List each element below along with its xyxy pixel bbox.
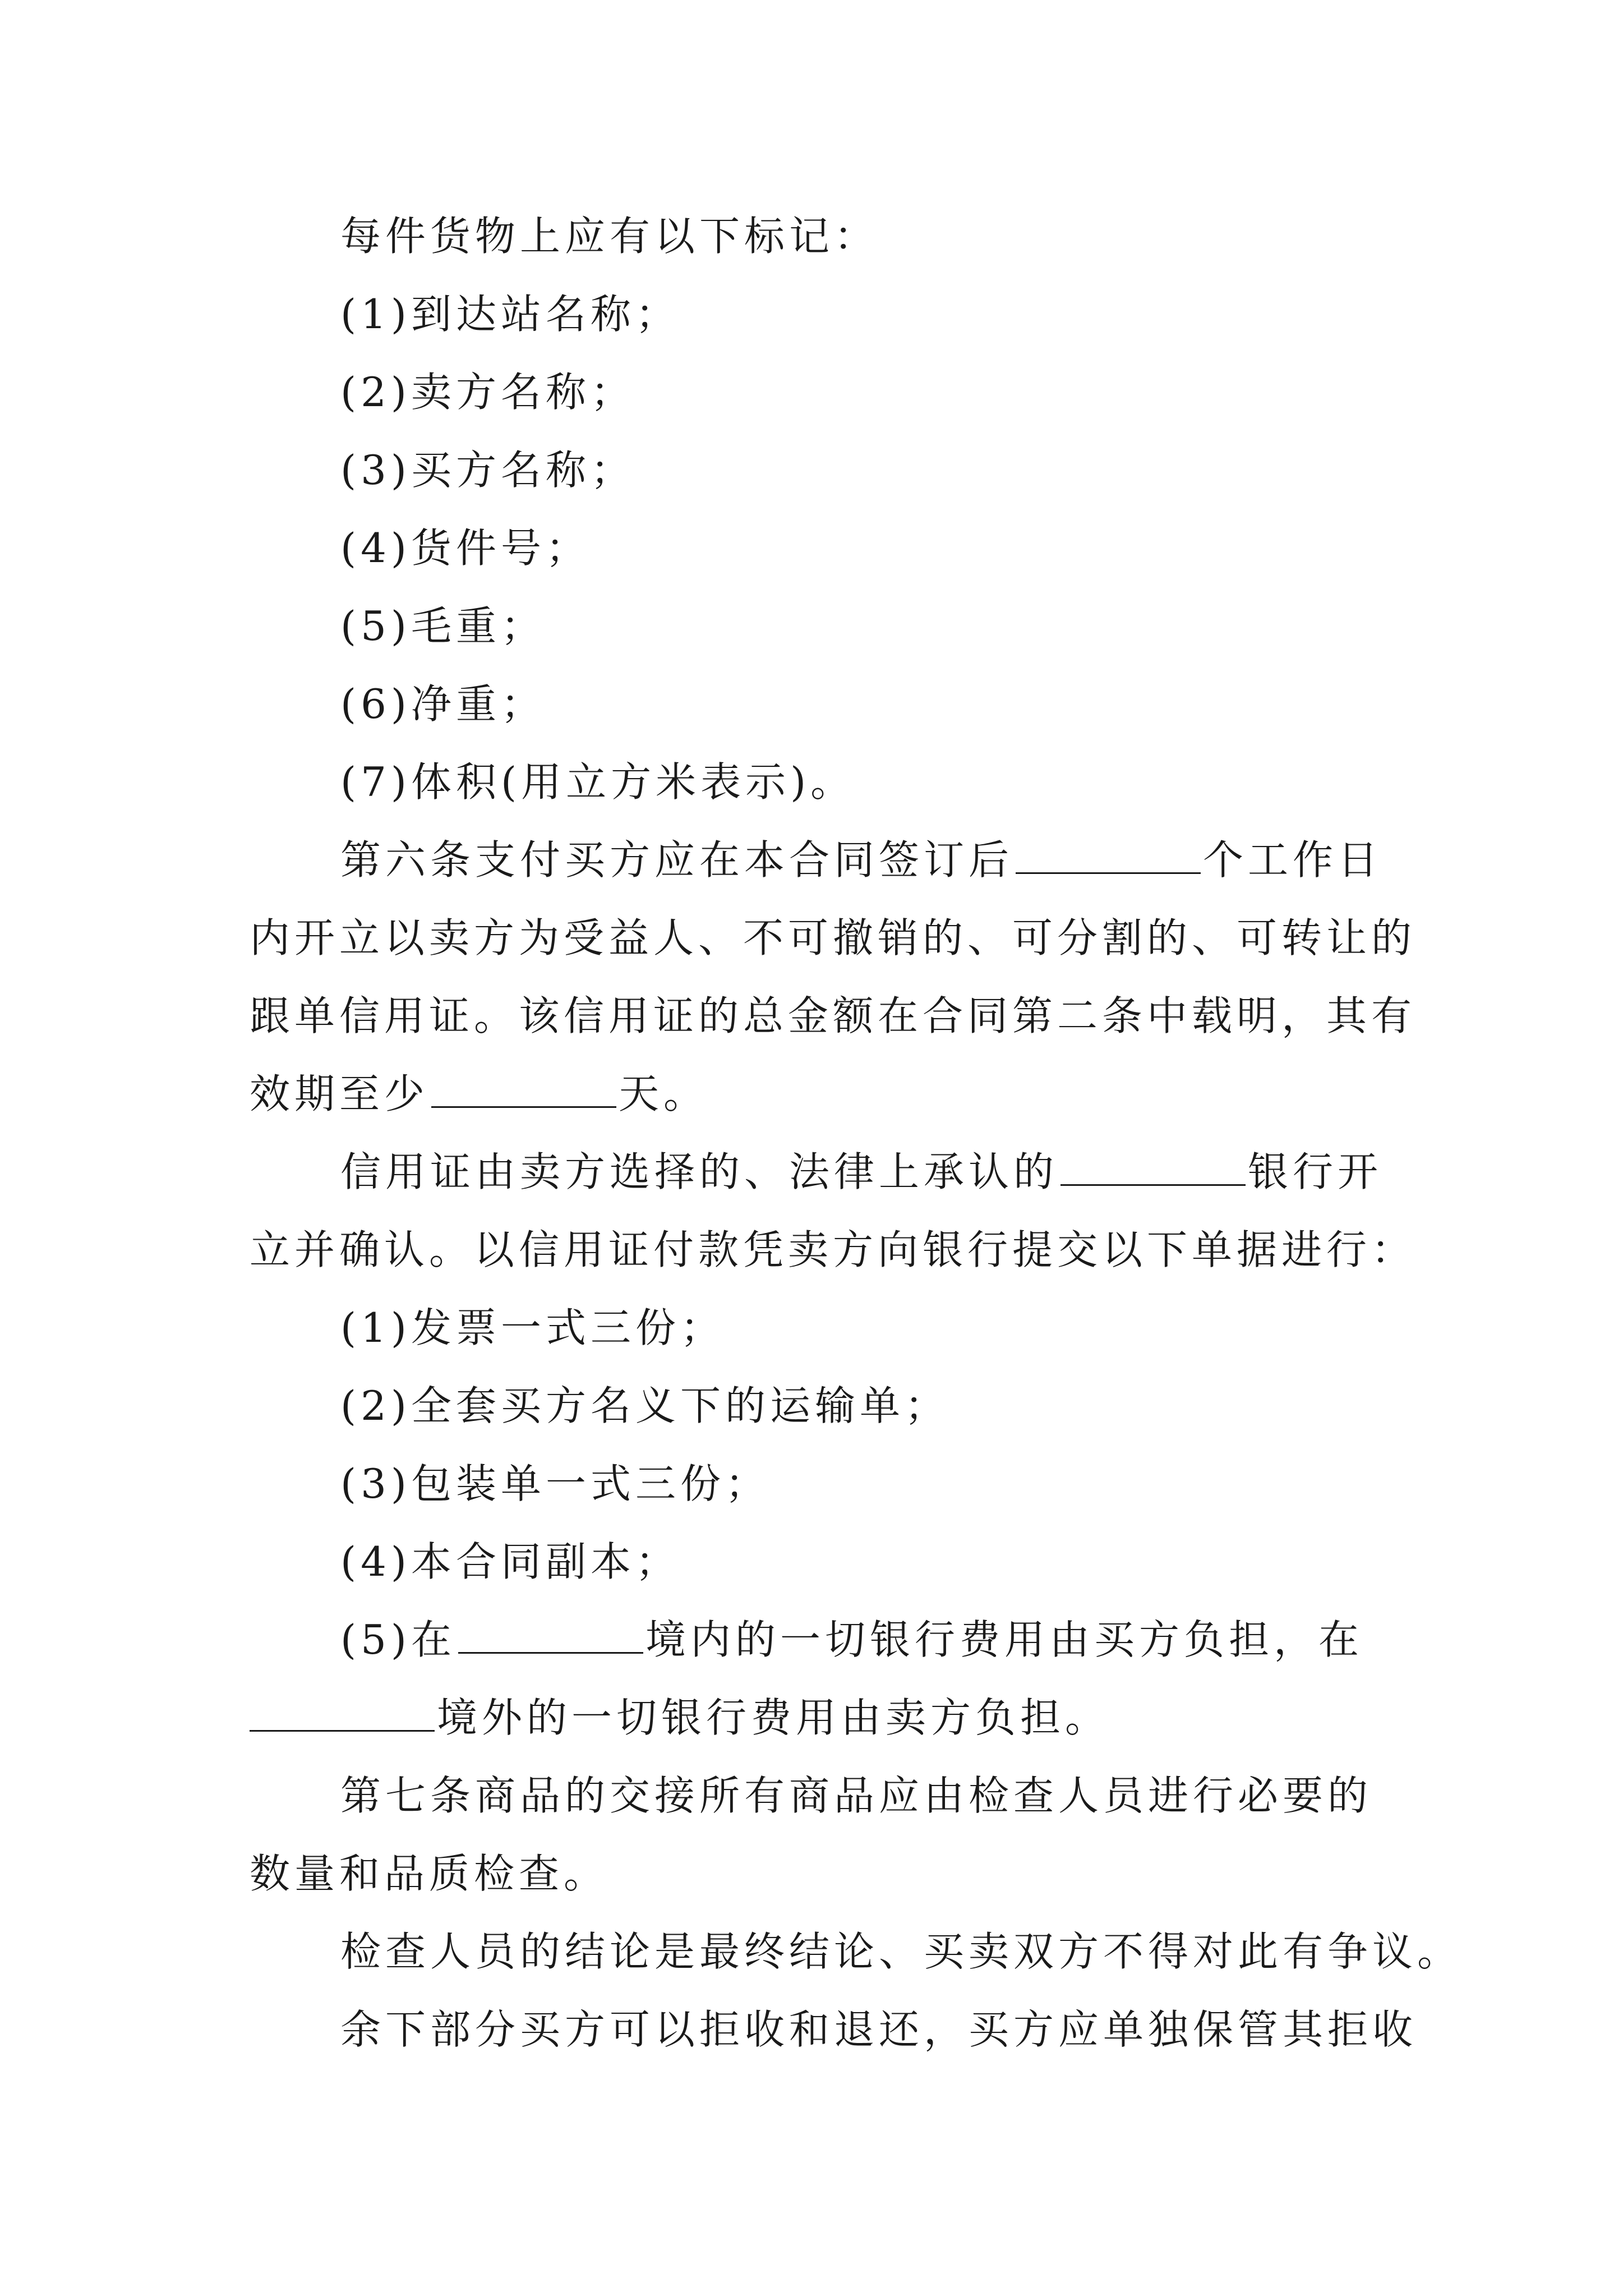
list-item: (4)本合同副本；: [340, 1538, 680, 1585]
list-item: (3)买方名称；: [340, 447, 635, 494]
document-body: [250, 197, 1463, 2069]
text-line: [250, 821, 1391, 899]
text-line: [250, 1679, 1391, 1757]
text-line: 数量和品质检查。: [250, 1850, 609, 1897]
text-line: 立并确认。以信用证付款凭卖方向银行提交以下单据进行：: [250, 1226, 1417, 1273]
fill-in-blank: [250, 1695, 435, 1732]
list-item: [250, 1601, 1391, 1679]
list-item: (4)货件号；: [340, 524, 591, 572]
text-line: [250, 1055, 1391, 1133]
list-item: (6)净重；: [340, 680, 546, 728]
fill-in-blank: [431, 1071, 616, 1108]
text-segment: 境外的一切银行费用由卖方负担。: [437, 1694, 1110, 1741]
text-line: 第七条商品的交接所有商品应由检查人员进行必要的: [340, 1772, 1373, 1819]
text-line: 跟单信用证。该信用证的总金额在合同第二条中载明，其有: [250, 992, 1417, 1039]
fill-in-blank: [1061, 1149, 1246, 1186]
text-line: 内开立以卖方为受益人、不可撤销的、可分割的、可转让的: [250, 914, 1417, 961]
text-segment: 信用证由卖方选择的、法律上承认的: [340, 1148, 1059, 1195]
fill-in-blank: [1016, 838, 1201, 874]
text-line: 检查人员的结论是最终结论、买卖双方不得对此有争议。: [340, 1928, 1463, 1975]
text-segment: 银行开: [1248, 1148, 1383, 1195]
text-segment: (5)在: [340, 1616, 456, 1663]
text-line: 每件货物上应有以下标记：: [340, 213, 879, 260]
list-item: (3)包装单一式三份；: [340, 1460, 770, 1507]
text-segment: 天。: [619, 1070, 709, 1117]
text-segment: 个工作日: [1203, 836, 1383, 884]
fill-in-blank: [458, 1617, 643, 1654]
list-item: (1)发票一式三份；: [340, 1304, 725, 1351]
list-item: (5)毛重；: [340, 602, 546, 650]
list-item: (2)卖方名称；: [340, 369, 635, 416]
list-item: (2)全套买方名义下的运输单；: [340, 1382, 949, 1429]
text-line: [250, 1133, 1391, 1211]
list-item: (7)体积(用立方米表示)。: [340, 758, 856, 806]
list-item: (1)到达站名称；: [340, 291, 680, 338]
text-segment: 境内的一切银行费用由买方负担，在: [645, 1616, 1364, 1663]
text-segment: 效期至少: [250, 1070, 430, 1117]
text-line: 余下部分买方可以拒收和退还，买方应单独保管其拒收: [340, 2006, 1418, 2053]
text-segment: 第六条支付买方应在本合同签订后: [340, 836, 1014, 884]
